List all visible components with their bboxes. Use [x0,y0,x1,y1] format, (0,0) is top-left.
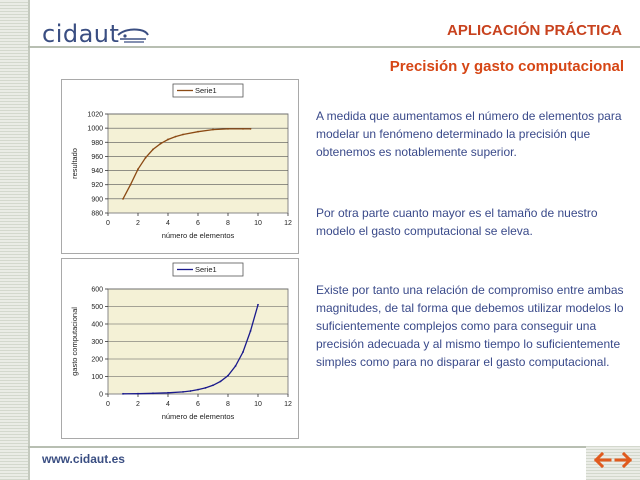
data-point [175,136,177,138]
y-tick-label: 500 [91,304,103,311]
legend-label: Serie1 [195,86,217,95]
y-tick-label: 960 [91,153,103,161]
y-tick-label: 0 [99,391,103,399]
footer-url[interactable]: www.cidaut.es [42,452,125,466]
data-point [212,384,214,386]
arrow-left-icon[interactable] [592,451,612,469]
y-tick-label: 400 [91,321,103,329]
paragraph-precision: A medida que aumentamos el número de elementos para modelar un fenómeno determinado la precisión que obtenemos es notablemente superior. [316,109,622,159]
x-tick-label: 2 [136,220,140,227]
data-point [257,304,259,306]
x-tick-label: 4 [166,220,170,227]
y-tick-label: 940 [91,168,103,176]
data-point [145,157,147,159]
paragraph-compromise: Existe por tanto una relación de compromiso entre ambas magnitudes, de tal forma que debemos utilizar modelos lo suficientemente complejos como para conseguir una precisión adecuada y al mismo tiempo lo suficientemente simples como para no disparar el gasto computacional. [316,283,624,369]
left-bar-divider [28,0,30,480]
data-point [205,387,207,389]
data-point [152,148,154,150]
data-point [122,393,124,395]
data-point [160,143,162,145]
data-point [197,131,199,133]
data-point [182,134,184,136]
data-point [137,393,139,395]
y-tick-label: 900 [91,196,103,204]
x-tick-label: 0 [106,220,110,227]
y-axis-label: resultado [70,148,79,179]
chart-precision [61,79,299,254]
y-tick-label: 920 [91,182,103,190]
x-tick-label: 12 [284,401,292,408]
data-point [130,184,132,186]
header-divider [28,46,640,48]
footer-divider [28,446,640,448]
data-point [167,139,169,141]
data-point [167,392,169,394]
data-point [227,375,229,377]
x-tick-label: 8 [226,220,230,227]
x-tick-label: 12 [284,220,292,227]
data-point [220,381,222,383]
legend-label: Serie1 [195,265,217,274]
car-swoosh-icon [116,26,150,44]
x-tick-label: 10 [254,401,262,408]
x-tick-label: 4 [166,401,170,408]
data-point [227,128,229,130]
x-tick-label: 6 [196,220,200,227]
logo-text: cidaut [42,20,120,48]
data-point [250,128,252,130]
arrow-right-icon[interactable] [614,451,634,469]
y-tick-label: 600 [91,286,103,294]
y-tick-label: 300 [91,339,103,346]
plot-area [108,114,288,213]
y-tick-label: 1000 [87,125,103,133]
y-axis-label: gasto computacional [70,307,79,376]
data-point [190,390,192,392]
y-tick-label: 980 [91,139,103,147]
data-point [250,330,252,332]
x-axis-label: número de elementos [161,412,235,421]
x-tick-label: 6 [196,401,200,408]
x-tick-label: 10 [254,220,262,227]
x-axis-label: número de elementos [161,231,235,240]
data-point [242,351,244,353]
data-point [197,389,199,391]
x-tick-label: 2 [136,401,140,408]
data-point [235,365,237,367]
chart-computational-cost [61,258,299,439]
data-point [122,198,124,200]
x-tick-label: 8 [226,401,230,408]
data-point [152,392,154,394]
x-tick-label: 0 [106,401,110,408]
slide-subtitle: Precisión y gasto computacional [389,58,624,75]
data-point [137,168,139,170]
data-point [182,391,184,393]
y-tick-label: 100 [91,374,103,381]
y-tick-label: 880 [91,210,103,218]
left-decorative-bar [0,0,28,480]
data-point [212,129,214,131]
y-tick-label: 200 [91,356,103,364]
paragraph-cost: Por otra parte cuanto mayor es el tamaño de nuestro modelo el gasto computacional se eleva. [316,206,598,238]
y-tick-label: 1020 [87,111,103,119]
page-title: APLICACIÓN PRÁCTICA [447,22,622,39]
data-point [242,128,244,130]
